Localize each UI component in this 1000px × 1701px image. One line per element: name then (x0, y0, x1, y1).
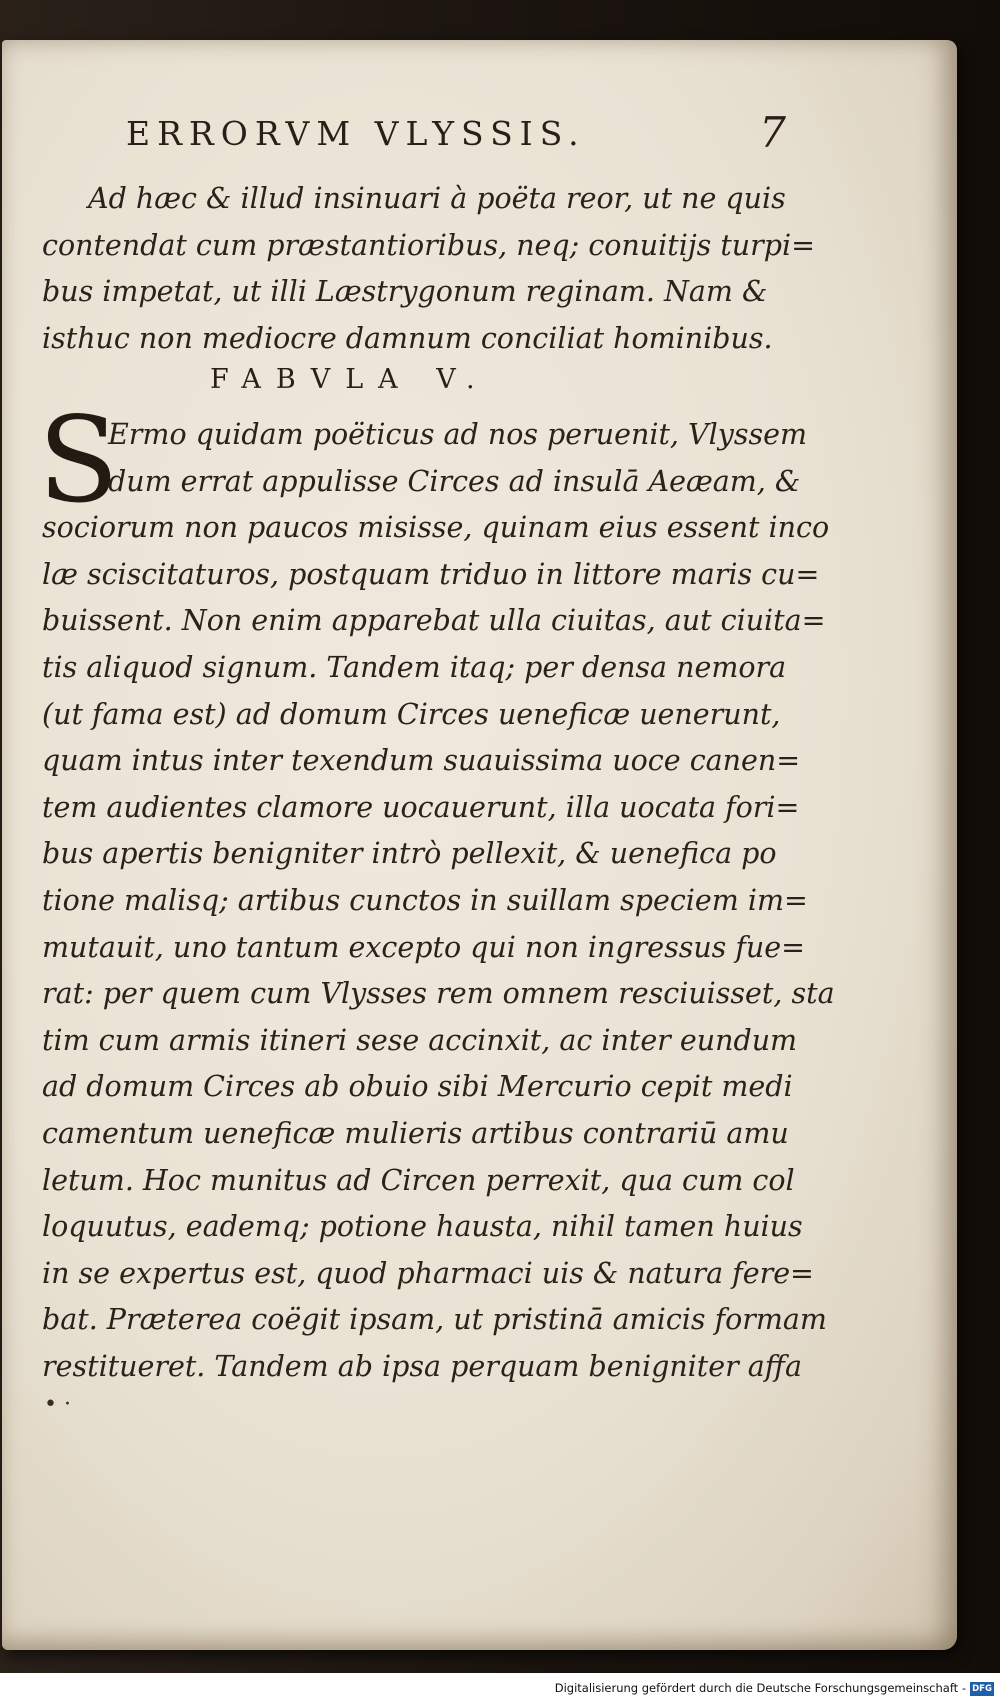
running-head (126, 108, 786, 160)
catchword-mark: • · (44, 1392, 71, 1417)
text-line: tim cum armis itineri sese accinxit, ac inter eundum (42, 1023, 798, 1057)
text-line: camentum ueneficæ mulieris artibus contrariū amu (42, 1116, 789, 1150)
text-line: (ut fama est) ad domum Circes ueneficæ uenerunt, (42, 697, 781, 731)
text-line: mutauit, uno tantum excepto qui non ingressus fue= (42, 930, 806, 964)
text-line: læ sciscitaturos, postquam triduo in littore maris cu= (42, 557, 820, 591)
text-line: restitueret. Tandem ab ipsa perquam benigniter affa (42, 1349, 802, 1383)
text-line: in se expertus est, quod pharmaci uis & natura fere= (42, 1256, 814, 1290)
funding-credit: Digitalisierung gefördert durch die Deutsche Forschungsgemeinschaft - (554, 1681, 966, 1695)
text-line: Ad hæc & illud insinuari à poëta reor, ut ne quis (88, 182, 786, 215)
text-line: letum. Hoc munitus ad Circen perrexit, qua cum col (42, 1163, 795, 1197)
text-line: quam intus inter texendum suauissima uoce canen= (42, 744, 801, 778)
text-line: sociorum non paucos misisse, quinam eius essent inco (42, 511, 830, 545)
paragraph-fable (42, 412, 835, 1390)
drop-cap-initial: S (38, 391, 119, 529)
paragraph-moral (42, 176, 816, 362)
text-line: tem audientes clamore uocauerunt, illa uocata fori= (42, 790, 800, 824)
text-line: loquutus, eademq; potione hausta, nihil tamen huius (42, 1210, 803, 1244)
text-line: rat: per quem cum Vlysses rem omnem resciuisset, sta (42, 977, 835, 1011)
text-line: Ermo quidam poëticus ad nos peruenit, Vlyssem (108, 418, 807, 451)
text-line: isthuc non mediocre damnum conciliat hominibus. (42, 321, 773, 355)
text-line: bus apertis benigniter intrò pellexit, & uenefica po (42, 837, 777, 871)
dfg-logo: DFG (970, 1682, 994, 1696)
text-line: contendat cum præstantioribus, neq; conuitijs turpi= (42, 228, 816, 262)
text-line: bat. Præterea coëgit ipsam, ut pristinā amicis formam (42, 1303, 827, 1337)
text-line: dum errat appulisse Circes ad insulā Aeæam, & (108, 464, 801, 498)
running-title: ERRORVM VLYSSIS. (126, 114, 586, 153)
text-line: tis aliquod signum. Tandem itaq; per densa nemora (42, 650, 787, 684)
page-number: 7 (759, 108, 786, 157)
text-line: tione malisq; artibus cunctos in suillam speciem im= (42, 883, 808, 917)
text-line: buissent. Non enim apparebat ulla ciuitas, aut ciuita= (42, 604, 826, 638)
text-line: bus impetat, ut illi Læstrygonum reginam. Nam & (42, 275, 768, 309)
text-line: ad domum Circes ab obuio sibi Mercurio cepit medi (42, 1070, 793, 1104)
footer-bar (0, 1673, 1000, 1701)
fable-heading: FABVLA V. (210, 364, 490, 395)
